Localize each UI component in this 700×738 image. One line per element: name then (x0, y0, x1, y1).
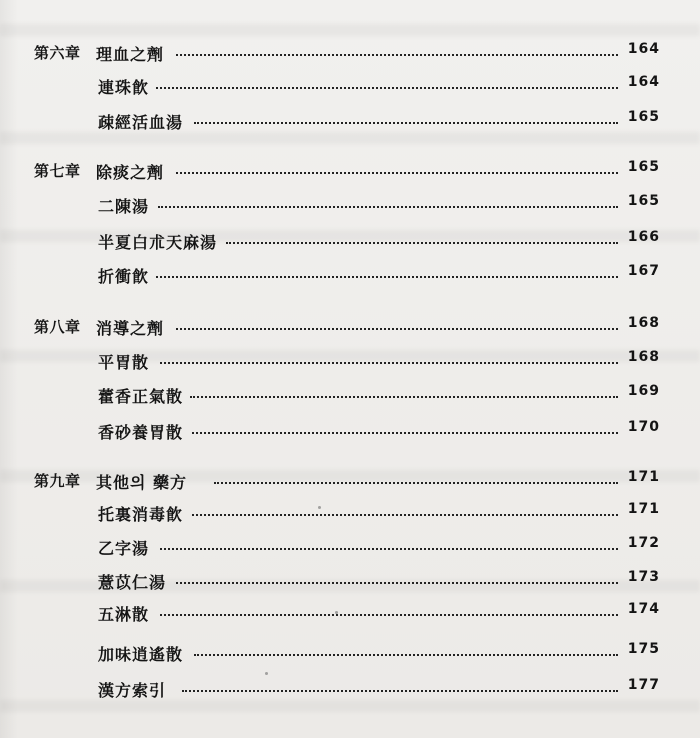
toc-sub-entry (0, 534, 700, 558)
toc-chapter-entry (0, 40, 700, 64)
entry-title: 半夏白朮天麻湯 (98, 233, 218, 252)
entry-title: 除痰之劑 (96, 163, 165, 182)
toc-sub-entry (0, 418, 700, 442)
entry-title: 其他의 藥方 (96, 473, 188, 492)
page-number: 170 (627, 419, 660, 435)
toc-chapter-entry (0, 314, 700, 338)
entry-title: 藿香正氣散 (98, 387, 184, 406)
toc-sub-entry (0, 568, 700, 592)
page-number: 175 (627, 641, 660, 657)
entry-title: 漢方索引 (98, 681, 167, 700)
page-number: 165 (627, 109, 660, 125)
toc-sub-entry (0, 676, 700, 700)
page-number: 169 (627, 383, 660, 399)
page-number: 173 (627, 569, 660, 585)
dot-leader (160, 362, 618, 364)
dot-leader (176, 582, 618, 584)
chapter-label: 第八章 (34, 318, 81, 336)
page-number: 166 (627, 229, 660, 245)
chapter-label: 第九章 (34, 472, 81, 490)
show-through-band (0, 132, 700, 144)
chapter-label: 第七章 (34, 162, 81, 180)
ink-speck (265, 672, 268, 675)
entry-title: 二陳湯 (98, 197, 150, 216)
chapter-label: 第六章 (34, 44, 81, 62)
dot-leader (156, 87, 618, 89)
toc-sub-entry (0, 600, 700, 624)
page-number: 164 (627, 74, 660, 90)
toc-sub-entry (0, 500, 700, 524)
entry-title: 托裏消毒飮 (98, 505, 184, 524)
page-number: 164 (627, 41, 660, 57)
dot-leader (192, 514, 618, 516)
toc-sub-entry (0, 382, 700, 406)
toc-sub-entry (0, 262, 700, 286)
entry-title: 香砂養胃散 (98, 423, 184, 442)
entry-title: 連珠飮 (98, 78, 150, 97)
dot-leader (160, 548, 618, 550)
show-through-band (0, 24, 700, 36)
show-through-band (0, 700, 700, 712)
dot-leader (160, 614, 618, 616)
toc-sub-entry (0, 192, 700, 216)
page-number: 165 (627, 159, 660, 175)
page-number: 168 (627, 349, 660, 365)
dot-leader (176, 328, 618, 330)
toc-sub-entry (0, 228, 700, 252)
entry-title: 平胃散 (98, 353, 150, 372)
toc-sub-entry (0, 640, 700, 664)
toc-chapter-entry (0, 468, 700, 492)
page-number: 172 (627, 535, 660, 551)
dot-leader (158, 206, 618, 208)
page-number: 167 (627, 263, 660, 279)
dot-leader (190, 396, 618, 398)
entry-title: 疎經活血湯 (98, 113, 184, 132)
page-number: 168 (627, 315, 660, 331)
toc-sub-entry (0, 108, 700, 132)
dot-leader (226, 242, 618, 244)
entry-title: 乙字湯 (98, 539, 150, 558)
dot-leader (214, 482, 618, 484)
toc-sub-entry (0, 73, 700, 97)
dot-leader (156, 276, 618, 278)
entry-title: 消導之劑 (96, 319, 165, 338)
dot-leader (194, 654, 618, 656)
entry-title: 五淋散 (98, 605, 150, 624)
entry-title: 折衝飮 (98, 267, 150, 286)
dot-leader (176, 54, 618, 56)
toc-chapter-entry (0, 158, 700, 182)
page-number: 171 (627, 469, 660, 485)
dot-leader (194, 122, 618, 124)
entry-title: 理血之劑 (96, 45, 165, 64)
toc-sub-entry (0, 348, 700, 372)
entry-title: 加味逍遙散 (98, 645, 184, 664)
page-number: 177 (627, 677, 660, 693)
dot-leader (192, 432, 618, 434)
dot-leader (182, 690, 618, 692)
entry-title: 薏苡仁湯 (98, 573, 167, 592)
page-number: 171 (627, 501, 660, 517)
dot-leader (176, 172, 618, 174)
page-number: 165 (627, 193, 660, 209)
page-number: 174 (627, 601, 660, 617)
